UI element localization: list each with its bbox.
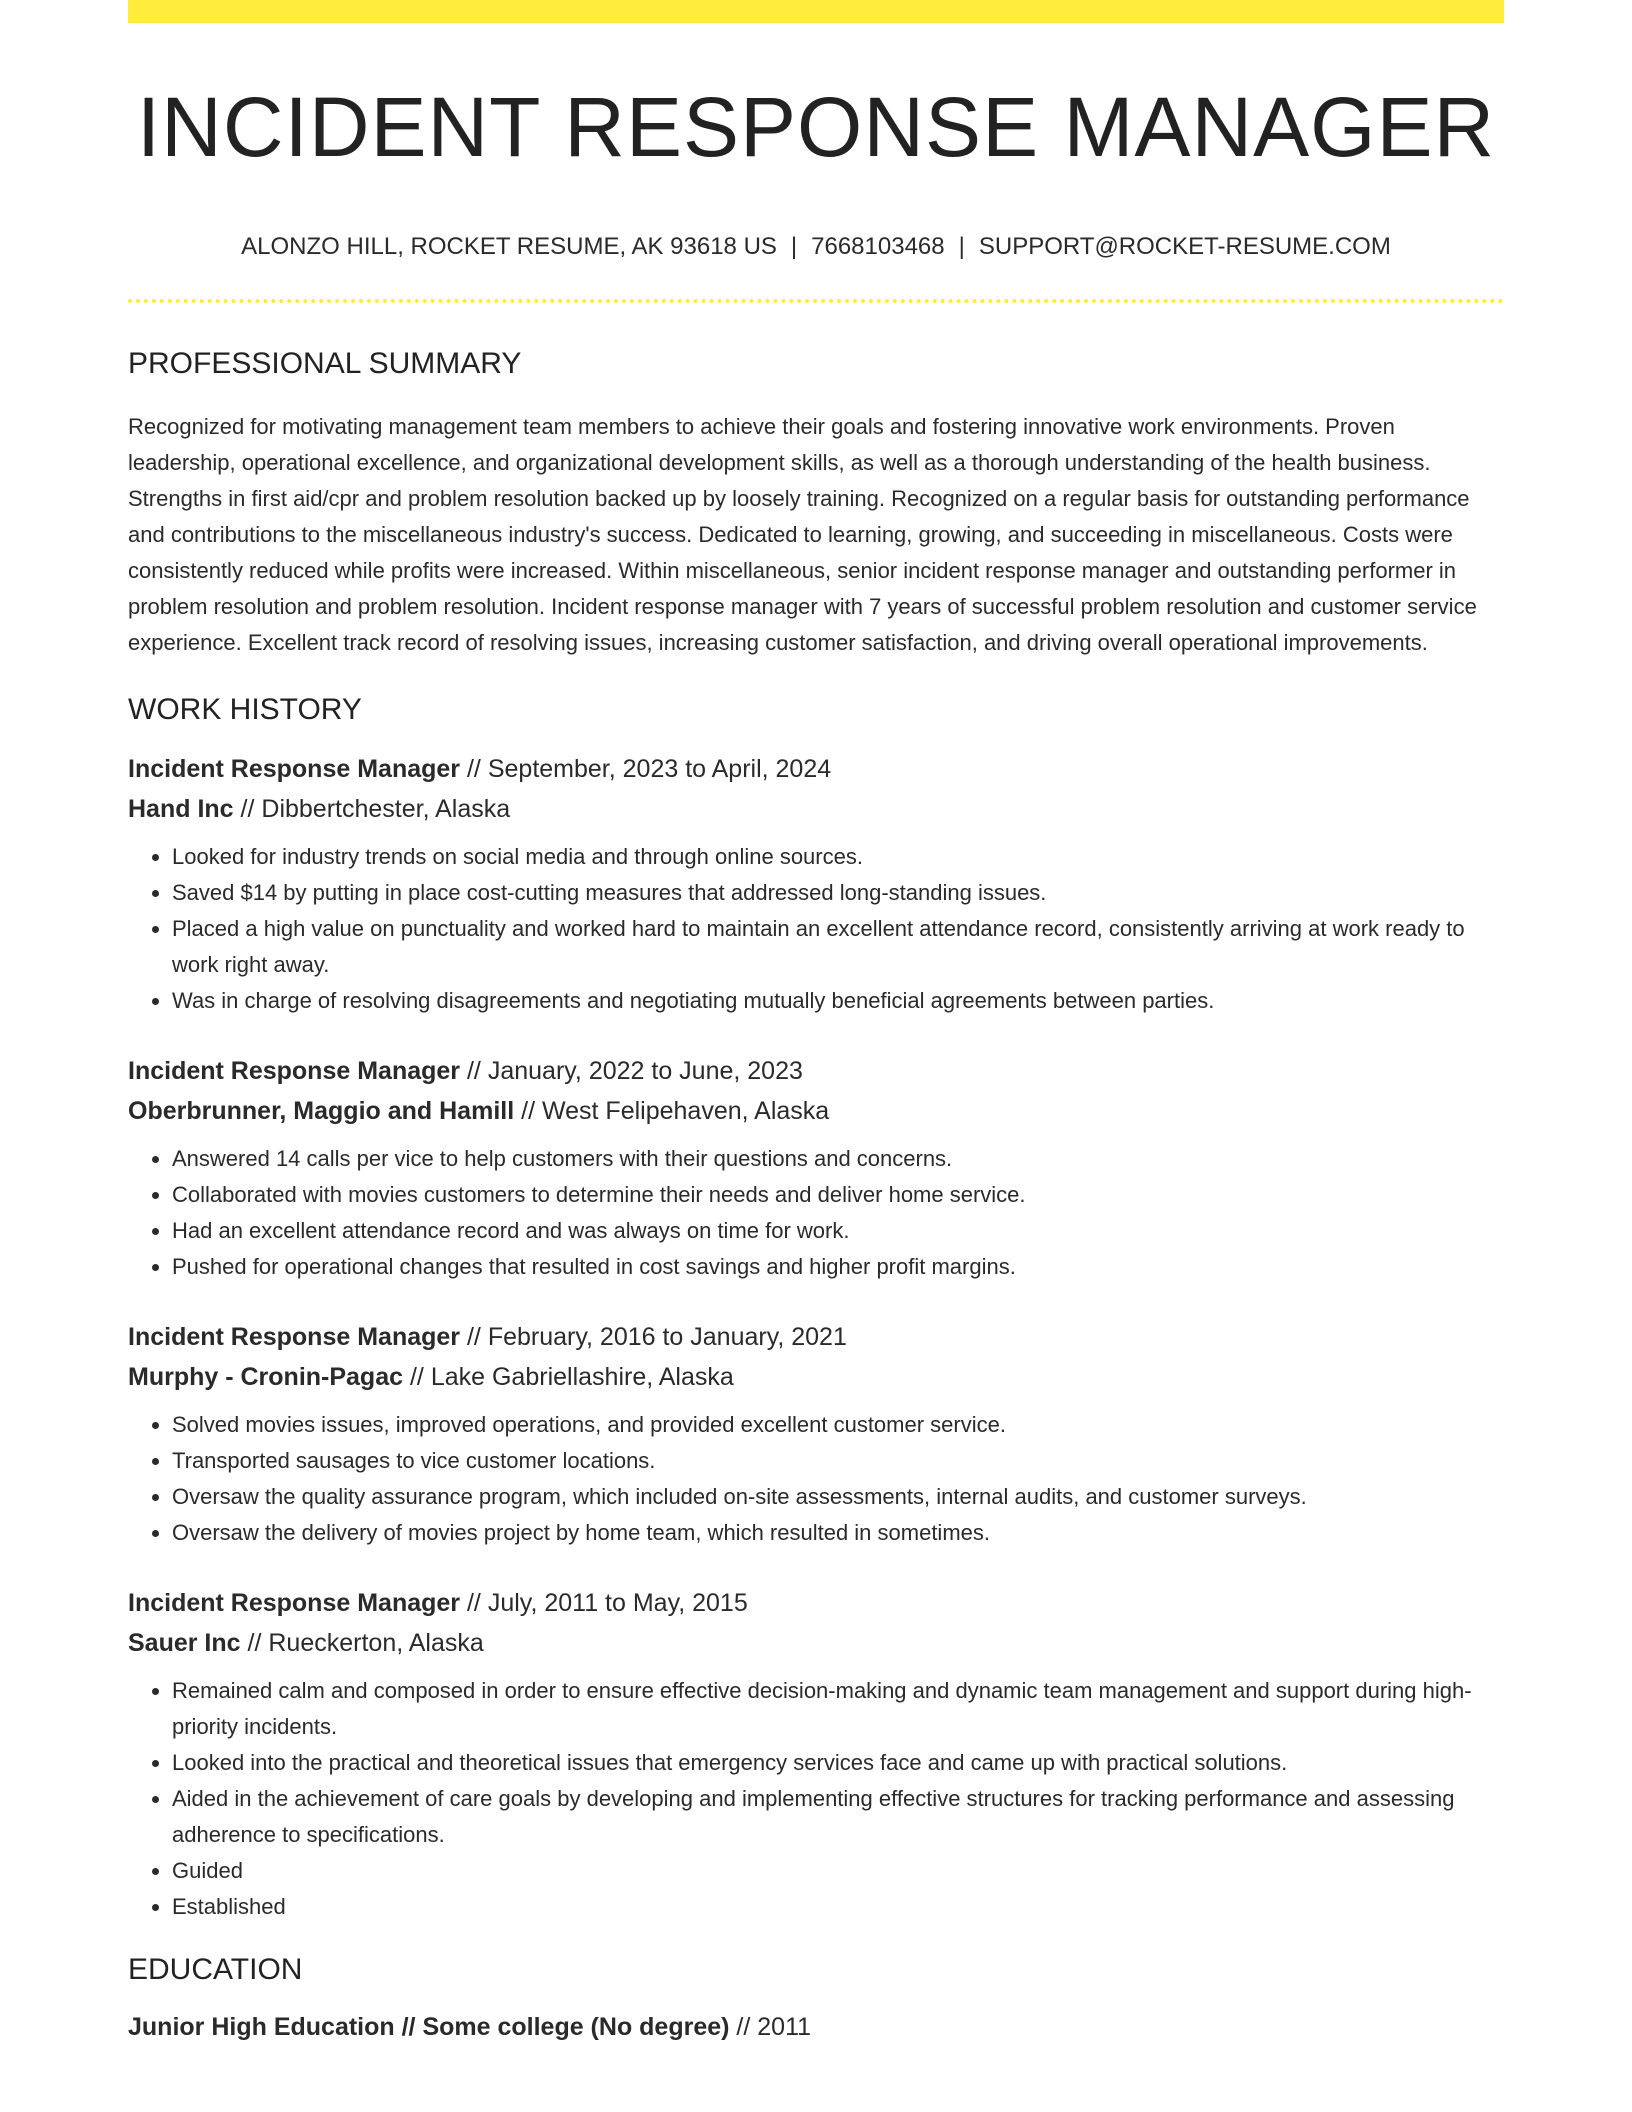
job-location: West Felipehaven, Alaska: [541, 1097, 830, 1125]
accent-bar: [128, 0, 1504, 23]
job-bullet: • Had an excellent attendance record and was always on time for work.: [172, 1213, 1504, 1249]
summary-heading: PROFESSIONAL SUMMARY: [128, 347, 522, 380]
contact-address: ALONZO HILL, ROCKET RESUME, AK 93618 US: [241, 233, 777, 260]
job-company-line: [128, 789, 1504, 829]
job-bullet: • Placed a high value on punctuality and worked hard to maintain an excellent attendance record, consistently arriving at work ready to work right away.: [172, 911, 1504, 983]
job-bullet: • Transported sausages to vice customer locations.: [172, 1443, 1504, 1479]
contact-line: [128, 235, 1504, 259]
job-dates: September, 2023 to April, 2024: [487, 755, 832, 783]
job-separator: //: [521, 1097, 536, 1125]
education-year: 2011: [757, 2013, 812, 2041]
job-company-line: [128, 1623, 1504, 1663]
education-separator: //: [736, 2013, 751, 2041]
job-bullet: • Solved movies issues, improved operations, and provided excellent customer service.: [172, 1407, 1504, 1443]
job-entry: [128, 1583, 1504, 1925]
job-bullet: • Established: [172, 1889, 1504, 1925]
job-company: Hand Inc: [128, 795, 234, 823]
job-bullet: • Looked into the practical and theoretical issues that emergency services face and came up with practical solutions.: [172, 1745, 1504, 1781]
job-separator: //: [466, 1057, 481, 1085]
job-location: Dibbertchester, Alaska: [261, 795, 511, 823]
job-role: Incident Response Manager: [128, 1057, 461, 1085]
job-separator: //: [247, 1629, 262, 1657]
header-divider: [128, 299, 1504, 303]
job-company: Murphy - Cronin-Pagac: [128, 1363, 404, 1391]
job-role-line: [128, 1317, 1504, 1357]
job-bullet: • Collaborated with movies customers to determine their needs and deliver home service.: [172, 1177, 1504, 1213]
job-bullet: • Answered 14 calls per vice to help customers with their questions and concerns.: [172, 1141, 1504, 1177]
work-history-heading: WORK HISTORY: [128, 693, 362, 726]
job-bullet: • Guided: [172, 1853, 1504, 1889]
contact-phone: 7668103468: [811, 233, 945, 260]
job-bullets: [128, 1141, 1504, 1285]
summary-text: Recognized for motivating management team members to achieve their goals and fostering innovative work environments. Proven leadership, operational excellence, and organizational development skills, as well as a thorough understanding of the health business. Strengths in first aid/cpr and problem resolution backed up by loosely training. Recognized on a regular basis for outstanding performance and contributions to the miscellaneous industry's success. Dedicated to learning, growing, and succeeding in miscellaneous. Costs were consistently reduced while profits were increased. Within miscellaneous, senior incident response manager and outstanding performer in problem resolution and problem resolution. Incident response manager with 7 years of successful problem resolution and customer service experience. Excellent track record of resolving issues, increasing customer satisfaction, and driving overall operational improvements.: [128, 414, 1477, 655]
job-role: Incident Response Manager: [128, 755, 461, 783]
job-bullets: [128, 1407, 1504, 1551]
education-heading: EDUCATION: [128, 1953, 303, 1986]
job-bullets: [128, 1673, 1504, 1925]
job-role-line: [128, 749, 1504, 789]
education-entry: [128, 2007, 1504, 2047]
job-separator: //: [409, 1363, 424, 1391]
work-history-list: [128, 749, 1504, 1925]
job-bullet: • Aided in the achievement of care goals by developing and implementing effective structures for tracking performance and assessing adherence to specifications.: [172, 1781, 1504, 1853]
job-dates: February, 2016 to January, 2021: [487, 1323, 847, 1351]
job-bullet: • Pushed for operational changes that resulted in cost savings and higher profit margins.: [172, 1249, 1504, 1285]
job-company-line: [128, 1091, 1504, 1131]
job-company: Sauer Inc: [128, 1629, 241, 1657]
job-entry: [128, 749, 1504, 1019]
job-bullet: • Oversaw the quality assurance program, which included on-site assessments, internal audits, and customer surveys.: [172, 1479, 1504, 1515]
job-separator: //: [466, 1589, 481, 1617]
job-entry: [128, 1317, 1504, 1551]
job-bullet: • Remained calm and composed in order to ensure effective decision-making and dynamic team management and support during high-priority incidents.: [172, 1673, 1504, 1745]
job-bullet: • Saved $14 by putting in place cost-cutting measures that addressed long-standing issues.: [172, 875, 1504, 911]
job-role: Incident Response Manager: [128, 1589, 461, 1617]
job-entry: [128, 1051, 1504, 1285]
job-dates: July, 2011 to May, 2015: [487, 1589, 748, 1617]
job-bullet: • Was in charge of resolving disagreements and negotiating mutually beneficial agreements between parties.: [172, 983, 1504, 1019]
contact-email: SUPPORT@ROCKET-RESUME.COM: [978, 233, 1391, 260]
job-separator: //: [466, 755, 481, 783]
job-company-line: [128, 1357, 1504, 1397]
contact-separator: |: [790, 233, 798, 260]
job-location: Lake Gabriellashire, Alaska: [430, 1363, 734, 1391]
page-title: INCIDENT RESPONSE MANAGER: [136, 80, 1496, 174]
job-dates: January, 2022 to June, 2023: [487, 1057, 803, 1085]
job-location: Rueckerton, Alaska: [268, 1629, 484, 1657]
job-role: Incident Response Manager: [128, 1323, 461, 1351]
job-company: Oberbrunner, Maggio and Hamill: [128, 1097, 515, 1125]
job-bullet: • Oversaw the delivery of movies project by home team, which resulted in sometimes.: [172, 1515, 1504, 1551]
job-role-line: [128, 1583, 1504, 1623]
job-role-line: [128, 1051, 1504, 1091]
resume-page: [128, 0, 1504, 2047]
job-separator: //: [466, 1323, 481, 1351]
education-degree: Junior High Education // Some college (No degree): [128, 2013, 730, 2041]
job-bullets: [128, 839, 1504, 1019]
job-separator: //: [240, 795, 255, 823]
job-bullet: • Looked for industry trends on social media and through online sources.: [172, 839, 1504, 875]
contact-separator: |: [958, 233, 965, 260]
